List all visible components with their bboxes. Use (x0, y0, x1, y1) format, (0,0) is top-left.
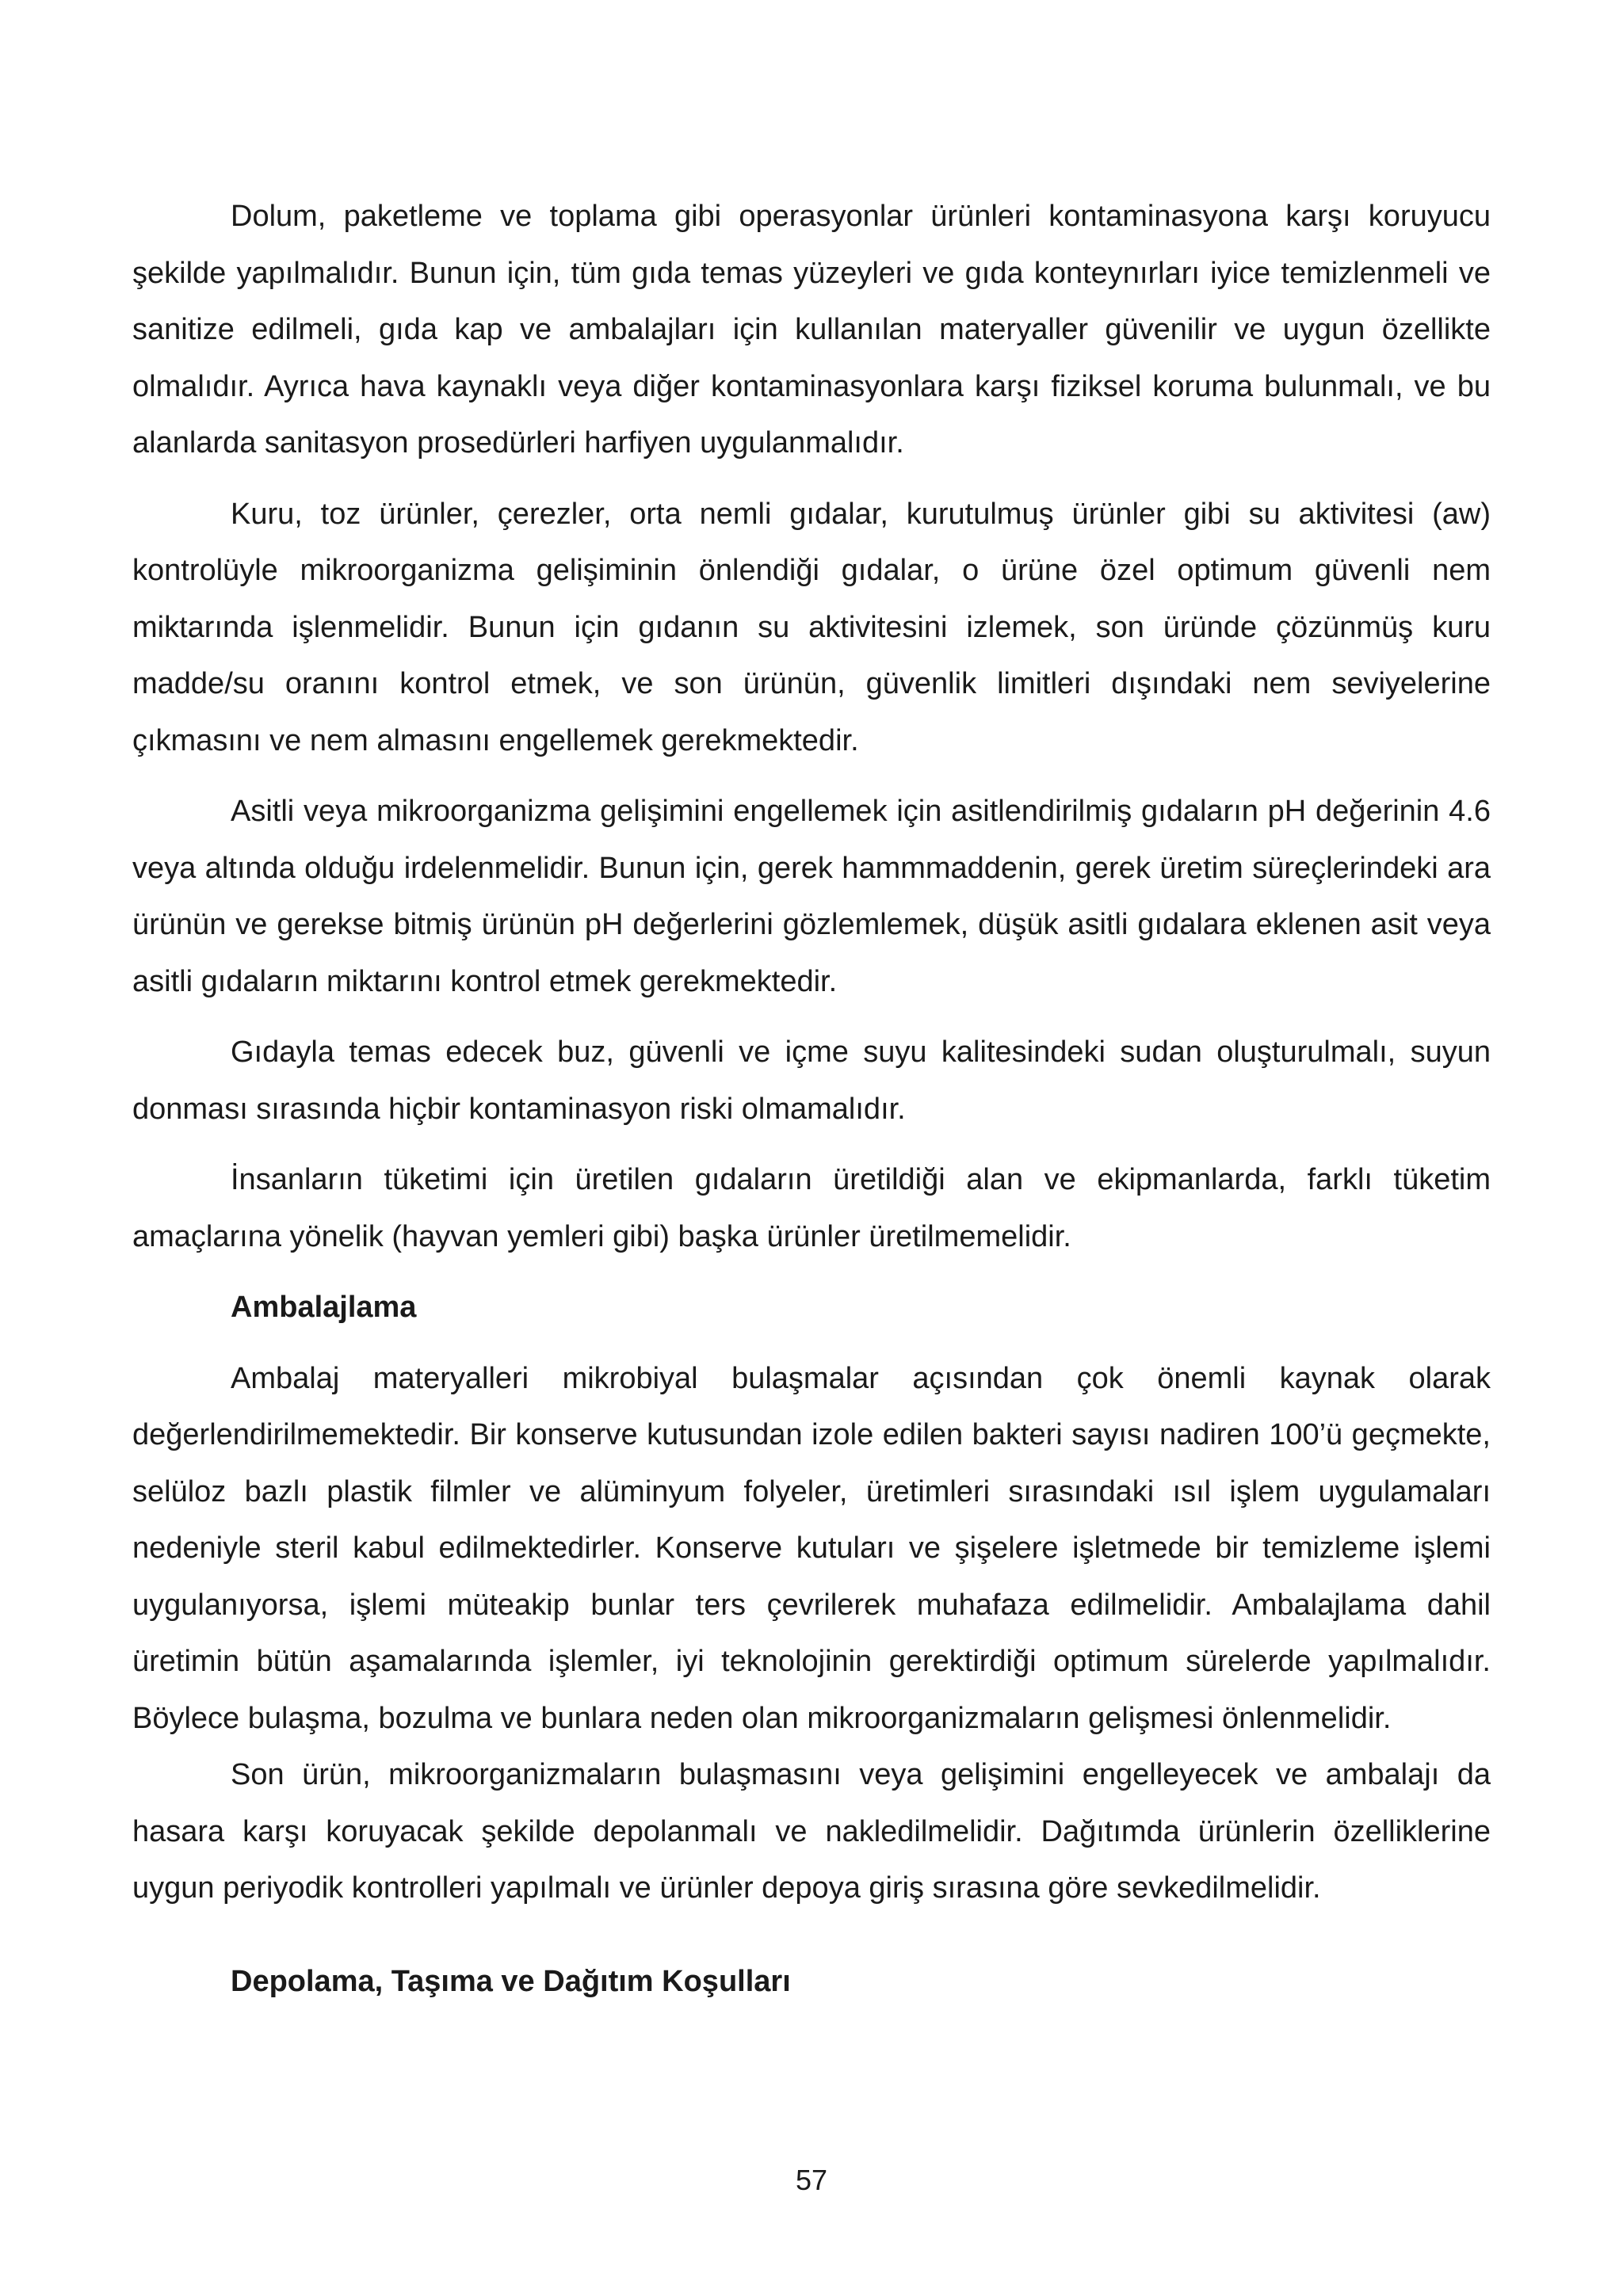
paragraph-buz: Gıdayla temas edecek buz, güvenli ve içme suyu kalitesindeki sudan oluşturulmalı, suyun donması sırasında hiçbir kontaminasyon riski olmamalıdır. (132, 1035, 1491, 1126)
heading-ambalajlama: Ambalajlama (231, 1291, 417, 1324)
heading-depolama-tasima-dagitim: Depolama, Taşıma ve Dağıtım Koşulları (231, 1964, 791, 1998)
paragraph-son-urun: Son ürün, mikroorganizmaların bulaşmasını veya gelişimini engelleyecek ve ambalajı da hasara karşı koruyacak şekilde depolanmalı ve nakledilmelidir. Dağıtımda ürünlerin özelliklerine uygun periyodik kontrolleri yapılmalı ve ürünler depoya giriş sırasına göre sevkedilmelidir. (132, 1758, 1491, 1905)
page-number: 57 (795, 2164, 828, 2196)
paragraph-ambalaj-materyalleri: Ambalaj materyalleri mikrobiyal bulaşmalar açısından çok önemli kaynak olarak değerlendirilmemektedir. Bir konserve kutusundan izole edilen bakteri sayısı nadiren 100’ü geçmekte, selüloz bazlı plastik filmler ve alüminyum folyeler, üretimleri sırasındaki ısıl işlem uygulamaları nedeniyle steril kabul edilmektedirler. Konserve kutuları ve şişelere işletmede bir temizleme işlemi uygulanıyorsa, işlemi müteakip bunlar ters çevrilerek muhafaza edilmelidir. Ambalajlama dahil üretimin bütün aşamalarında işlemler, iyi teknolojinin gerektirdiği optimum sürelerde yapılmalıdır. Böylece bulaşma, bozulma ve bunlara neden olan mikroorganizmaların gelişmesi önlenmelidir. (132, 1361, 1491, 1735)
paragraph-insan-tuketimi: İnsanların tüketimi için üretilen gıdaların üretildiği alan ve ekipmanlarda, farklı tüketim amaçlarına yönelik (hayvan yemleri gibi) başka ürünler üretilmemelidir. (132, 1163, 1491, 1253)
paragraph-dolum: Dolum, paketleme ve toplama gibi operasyonlar ürünleri kontaminasyona karşı koruyucu şekilde yapılmalıdır. Bunun için, tüm gıda temas yüzeyleri ve gıda konteynırları iyice temizlenmeli ve sanitize edilmeli, gıda kap ve ambalajları için kullanılan materyaller güvenilir ve uygun özellikte olmalıdır. Ayrıca hava kaynaklı veya diğer kontaminasyonlara karşı fiziksel koruma bulunmalı, ve bu alanlarda sanitasyon prosedürleri harfiyen uygulanmalıdır. (132, 200, 1491, 460)
paragraph-kuru-urunler: Kuru, toz ürünler, çerezler, orta nemli gıdalar, kurutulmuş ürünler gibi su aktivitesi (aw) kontrolüyle mikroorganizma gelişiminin önlendiği gıdalar, o ürüne özel optimum güvenli nem miktarında işlenmelidir. Bunun için gıdanın su aktivitesini izlemek, son üründe çözünmüş kuru madde/su oranını kontrol etmek, ve son ürünün, güvenlik limitleri dışındaki nem seviyelerine çıkmasını ve nem almasını engellemek gerekmektedir. (132, 497, 1491, 757)
paragraph-asitli-gidalar: Asitli veya mikroorganizma gelişimini engellemek için asitlendirilmiş gıdaların pH değerinin 4.6 veya altında olduğu irdelenmelidir. Bunun için, gerek hammmaddenin, gerek üretim süreçlerindeki ara ürünün ve gerekse bitmiş ürünün pH değerlerini gözlemlemek, düşük asitli gıdalara eklenen asit veya asitli gıdaların miktarını kontrol etmek gerekmektedir. (132, 795, 1491, 998)
page-body (132, 189, 1491, 2010)
